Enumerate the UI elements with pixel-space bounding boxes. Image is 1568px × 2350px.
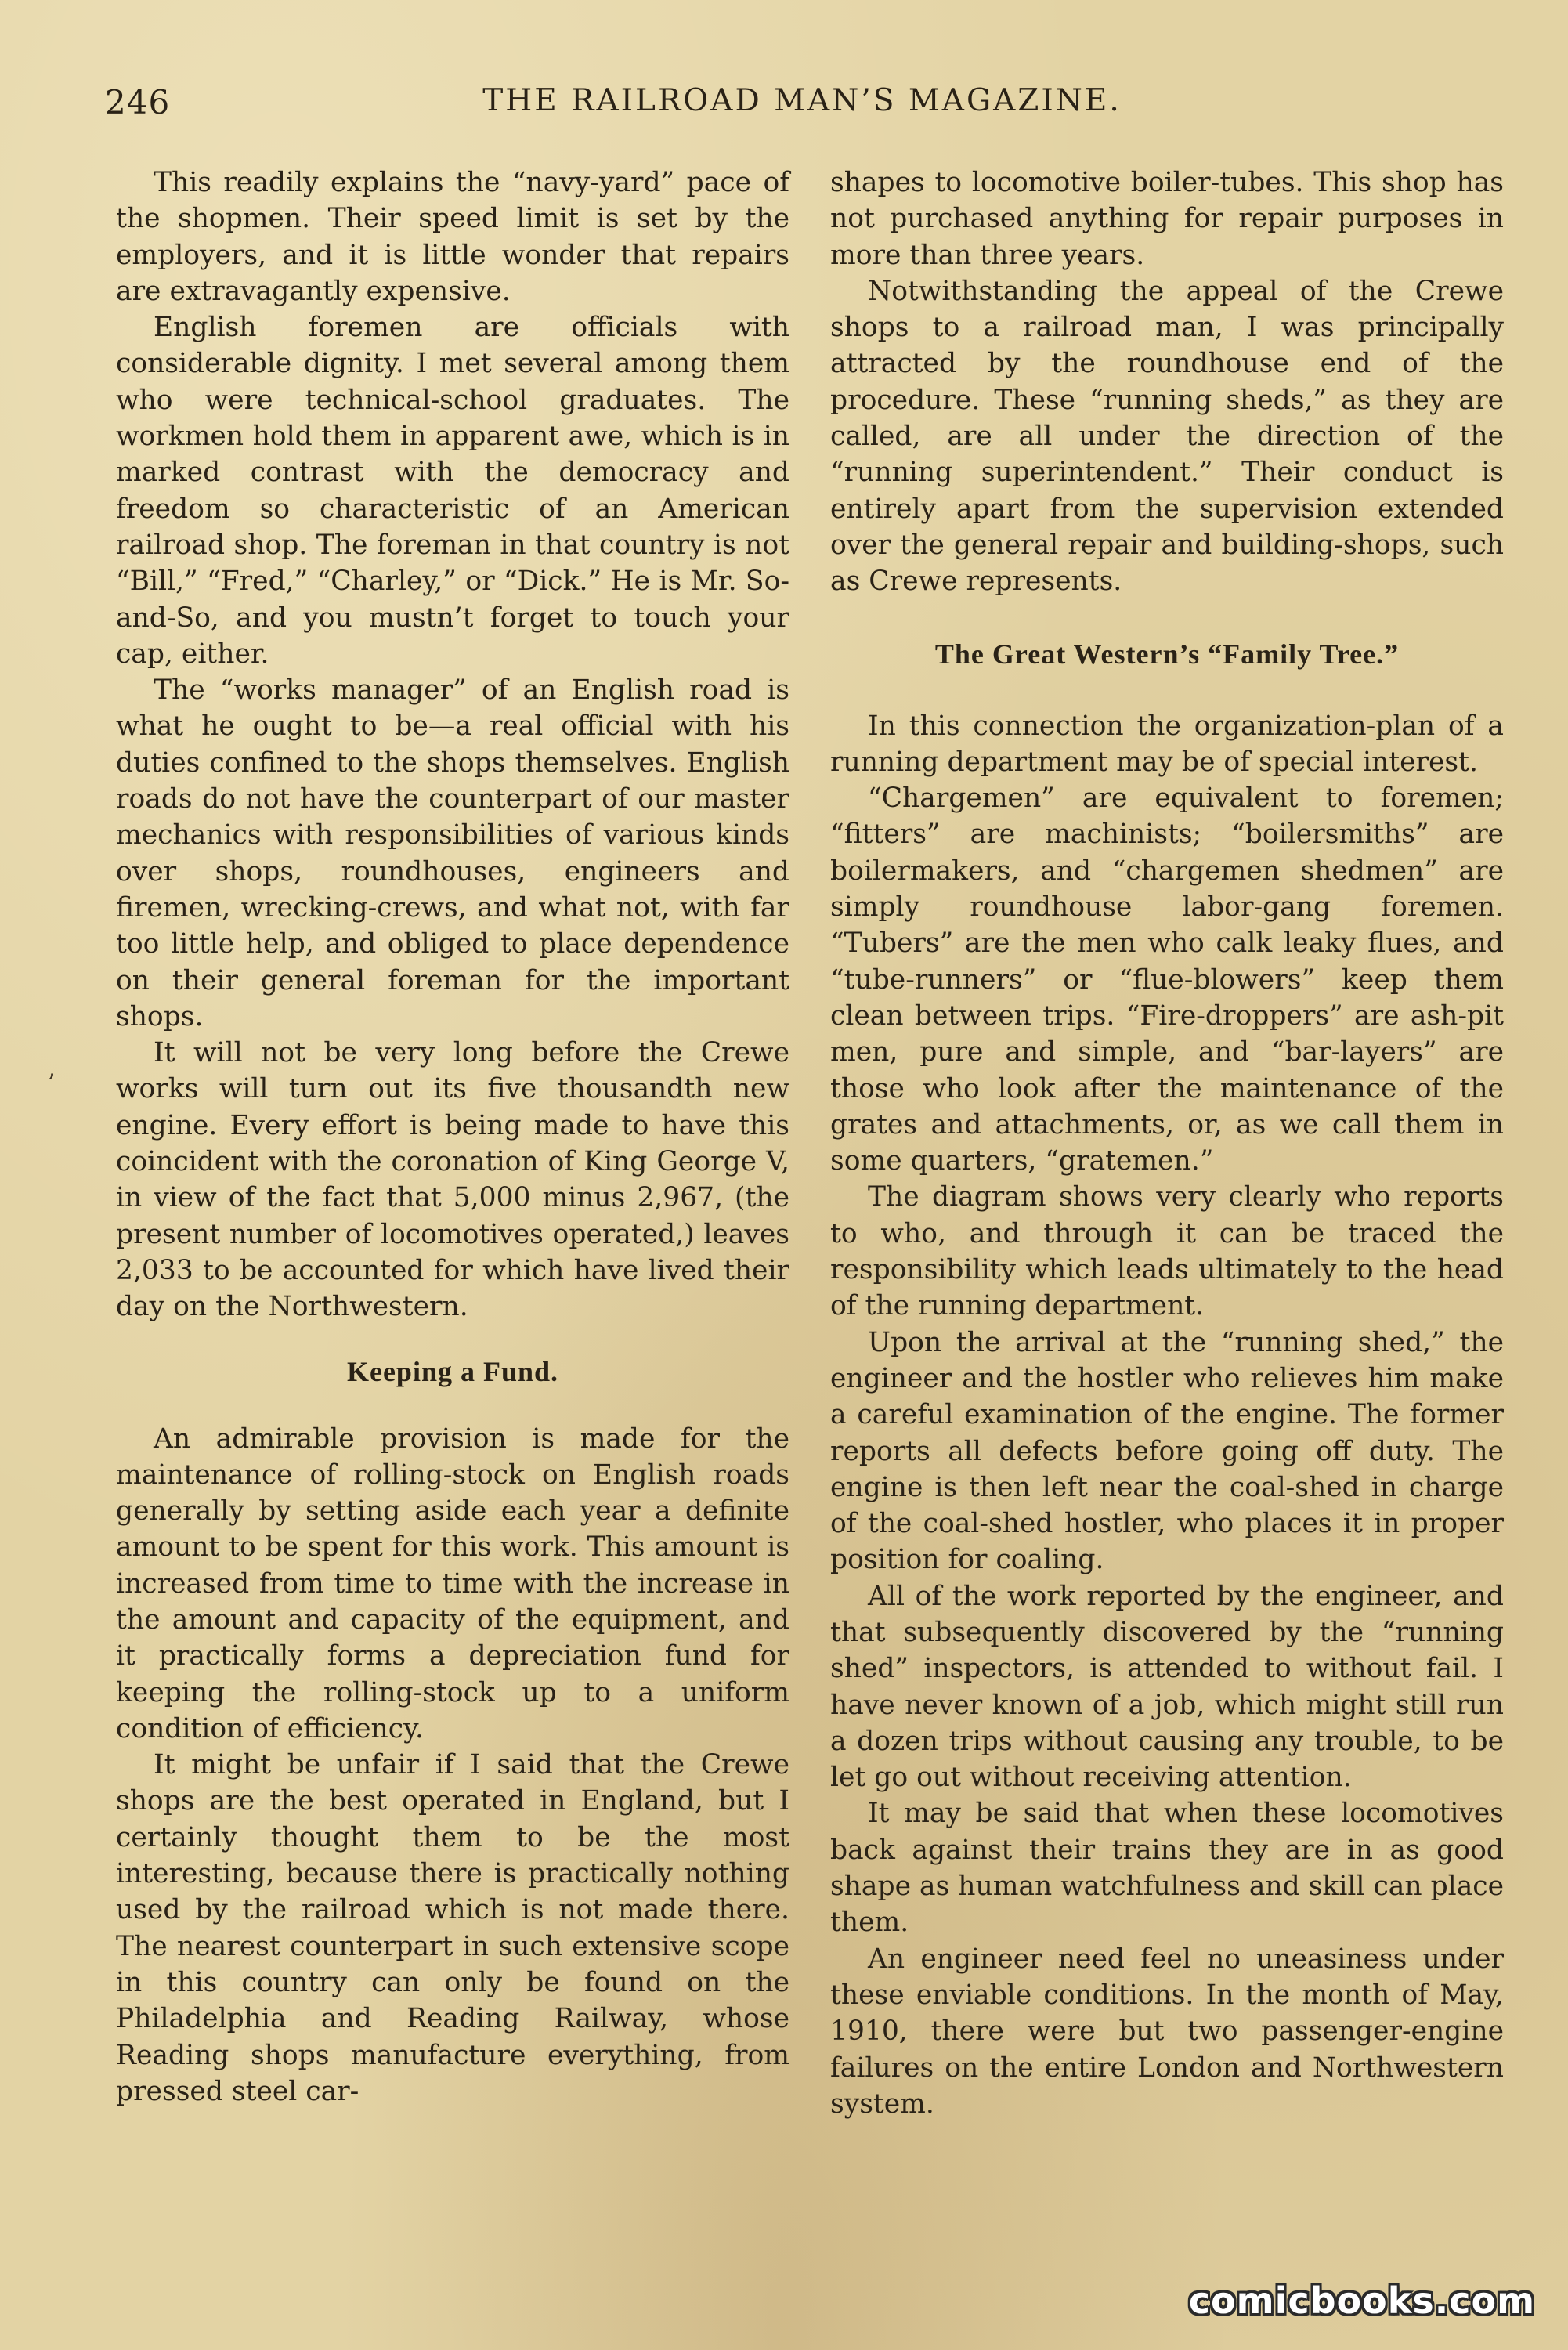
left-paragraph-3: The “works manager” of an English road is what he ought to be—a real official with his duties confined to the shops themselves. English roads do not have the counterpart of our master mechanics with responsibilities of various kinds over shops, roundhouses, engineers and firemen, wrecking-crews, and what not, with far too little help, and obliged to place dependence on their general foreman for the important shops. bbox=[116, 674, 789, 1032]
right-column bbox=[830, 164, 1504, 2122]
right-paragraph-6: Upon the arrival at the “running shed,” the engineer and the hostler who relieves him make a careful examination of the engine. The former reports all defects before going off duty. The engine is then left near the coal-shed in charge of the coal-shed hostler, who places it in proper position for coaling. bbox=[830, 1326, 1504, 1576]
right-paragraph-4: “Chargemen” are equivalent to foremen; “fitters” are machinists; “boilersmiths” are boilermakers, and “chargemen shedmen” are simply roundhouse labor-gang foremen. “Tubers” are the men who calk leaky flues, and “tube-runners” or “flue-blowers” keep them clean between trips. “Fire-droppers” are ash-pit men, pure and simple, and “bar-layers” are those who look after the maintenance of the grates and attachments, or, as we call them in some quarters, “gratemen.” bbox=[830, 783, 1504, 1177]
left-paragraph-4: It will not be very long before the Crewe works will turn out its five thousandth new engine. Every effort is being made to have this coincident with the coronation of King George V, in view of the fact that 5,000 minus 2,967, (the present number of locomotives operated,) leaves 2,033 to be accounted for which have lived their day on the Northwestern. bbox=[116, 1037, 789, 1323]
left-paragraph-6: It might be unfair if I said that the Crewe shops are the best operated in England, but I certainly thought them to be the most interesting, because there is practically nothing used by the railroad which is not made there. The nearest counterpart in such extensive scope in this country can only be found on the Philadelphia and Reading Railway, whose Reading shops manufacture everything, from pressed steel car- bbox=[116, 1749, 789, 2107]
page-number: 246 bbox=[105, 83, 171, 121]
subhead-family-tree: The Great Western’s “Family Tree.” bbox=[934, 638, 1400, 670]
watermark-logo: comicbooks.com bbox=[1188, 2280, 1535, 2322]
right-paragraph-9: An engineer need feel no uneasiness under these enviable conditions. In the month of May, 1910, there were but two passenger-engine failures on the entire London and Northwestern system. bbox=[830, 1943, 1504, 2120]
right-paragraph-1: shapes to locomotive boiler-tubes. This shop has not purchased anything for repair purposes in more than three years. bbox=[830, 167, 1504, 271]
right-paragraph-2: Notwithstanding the appeal of the Crewe shops to a railroad man, I was principally attracted by the roundhouse end of the procedure. These “running sheds,” as they are called, are all under the direction of the “running superintendent.” Their conduct is entirely apart from the supervision extended over the general repair and building-shops, such as Crewe represents. bbox=[830, 275, 1504, 598]
right-paragraph-8: It may be said that when these locomotives back against their trains they are in as good shape as human watchfulness and skill can place them. bbox=[830, 1798, 1504, 1939]
right-paragraph-7: All of the work reported by the engineer, and that subsequently discovered by the “running shed” inspectors, is attended to without fail. I have never known of a job, which might still run a dozen trips without causing any trouble, to be let go out without receiving attention. bbox=[830, 1580, 1504, 1794]
page-header bbox=[105, 83, 1507, 130]
left-column bbox=[116, 164, 789, 2110]
right-paragraph-3: In this connection the organization-plan of a running department may be of special interest. bbox=[830, 710, 1504, 778]
left-paragraph-1: This readily explains the “navy-yard” pace of the shopmen. Their speed limit is set by the employers, and it is little wonder that repairs are extravagantly expensive. bbox=[116, 167, 789, 307]
running-title: THE RAILROAD MAN’S MAGAZINE. bbox=[482, 83, 1122, 118]
subhead-keeping-a-fund: Keeping a Fund. bbox=[346, 1355, 559, 1387]
right-paragraph-5: The diagram shows very clearly who reports to who, and through it can be traced the responsibility which leads ultimately to the head of the running department. bbox=[830, 1181, 1504, 1322]
left-paragraph-2: English foremen are officials with considerable dignity. I met several among them who were technical-school graduates. The workmen hold them in apparent awe, which is in marked contrast with the democracy and freedom so characteristic of an American railroad shop. The foreman in that country is not “Bill,” “Fred,” “Charley,” or “Dick.” He is Mr. So-and-So, and you mustn’t forget to touch your cap, either. bbox=[116, 312, 789, 670]
stray-ink-mark: ʼ bbox=[47, 1070, 55, 1097]
left-paragraph-5: An admirable provision is made for the maintenance of rolling-stock on English roads generally by setting aside each year a definite amount to be spent for this work. This amount is increased from time to time with the increase in the amount and capacity of the equipment, and it practically forms a depreciation fund for keeping the rolling-stock up to a uniform condition of efficiency. bbox=[116, 1423, 789, 1744]
